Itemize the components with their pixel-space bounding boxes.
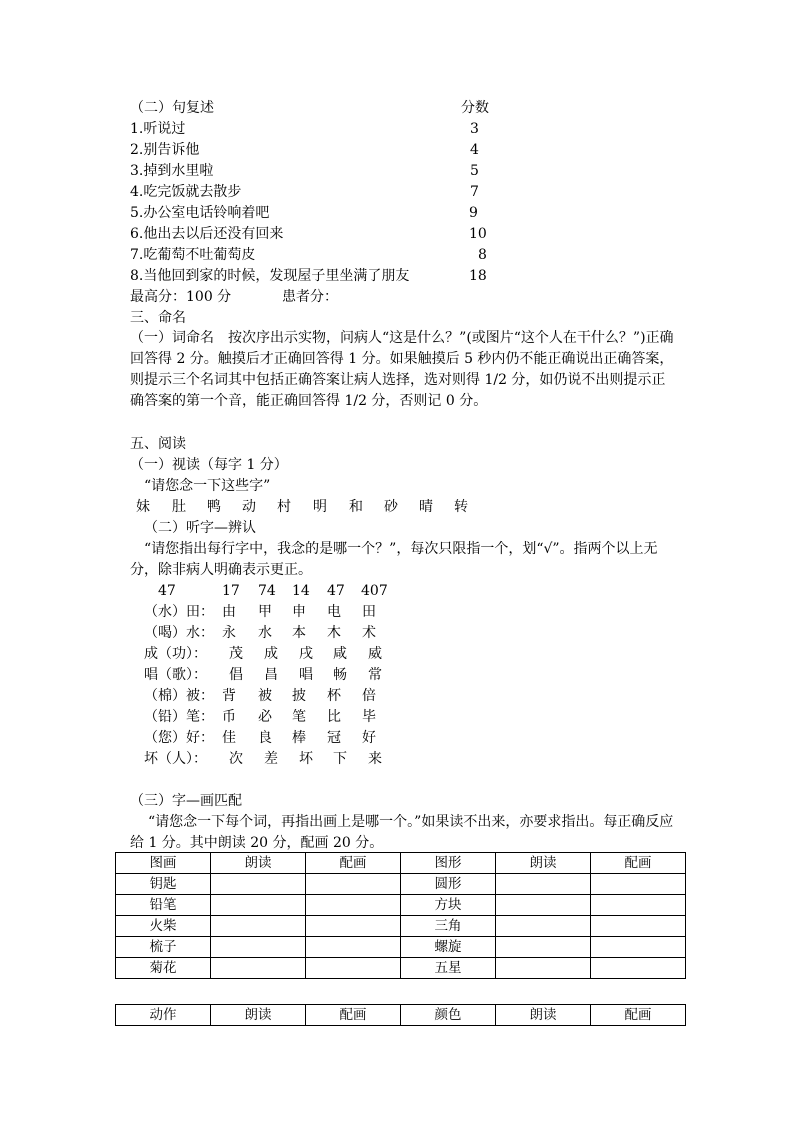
table-score-cell [211, 916, 306, 937]
listening-prompt: 成（功）： [144, 646, 207, 662]
stimulus-number: 17 [222, 583, 240, 599]
choice-char: 木 [327, 625, 341, 641]
listening-prompt: 唱（歌）： [144, 667, 207, 683]
table-header-cell: 动作 [116, 1005, 211, 1026]
stimulus-number: 74 [258, 583, 276, 599]
listening-heading: （二）听字—辨认 [144, 520, 256, 536]
stimulus-number: 407 [361, 583, 388, 599]
choice-char: 来 [368, 751, 382, 767]
choice-char: 永 [222, 625, 236, 641]
stimulus-number: 47 [327, 583, 345, 599]
table-header-cell: 配画 [306, 1005, 401, 1026]
repetition-sentence: 1.听说过 [130, 121, 186, 137]
table-item-cell: 圆形 [401, 874, 496, 895]
naming-paragraph: （一）词命名 按次序出示实物，问病人“这是什么？”(或图片“这个人在干什么？”)正确回答得 2 分。触摸后才正确回答得 1 分。如果触摸后 5 秒内仍不能正确说出正确答案，则提示三个名词其中包括正确答案让病人选择，选对则得 1/2 分，如仍说不出则提示正确答案的第一个音，能正确回答得 1/2 分，否则记 0 分。 [130, 330, 674, 409]
repetition-sentence: 6.他出去以后还没有回来 [130, 226, 284, 242]
choice-char: 必 [258, 709, 272, 725]
table-header-cell: 配画 [591, 853, 686, 874]
repetition-item [130, 140, 530, 160]
repetition-score: 10 [469, 226, 487, 242]
choice-char: 倡 [229, 667, 243, 683]
listening-row [130, 728, 430, 748]
patient-score: 患者分： [282, 289, 338, 305]
table-item-cell: 菊花 [116, 958, 211, 979]
choice-char: 咸 [333, 646, 347, 662]
listening-row [130, 749, 430, 769]
table-row [116, 916, 686, 937]
reading-heading: 五、阅读 [130, 436, 186, 452]
choice-char: 畅 [333, 667, 347, 683]
repetition-sentence: 4.吃完饭就去散步 [130, 184, 242, 200]
listening-prompt: 坏（人）： [144, 751, 207, 767]
listening-row [130, 602, 430, 622]
choice-char: 茂 [229, 646, 243, 662]
repetition-score: 3 [470, 121, 479, 137]
choice-char: 本 [292, 625, 306, 641]
listening-numbers [130, 581, 430, 601]
table-row [116, 874, 686, 895]
reading-char: 鸭 [207, 499, 221, 515]
repetition-item [130, 203, 530, 223]
choice-char: 良 [258, 730, 272, 746]
listening-row [130, 665, 430, 685]
repetition-sentence: 5.办公室电话铃响着吧 [130, 205, 270, 221]
table-row [116, 895, 686, 916]
visual-reading-chars [130, 497, 490, 517]
reading-char: 和 [349, 499, 363, 515]
choice-char: 成 [264, 646, 278, 662]
table-score-cell [496, 874, 591, 895]
choice-char: 比 [327, 709, 341, 725]
choice-char: 唱 [299, 667, 313, 683]
table-score-cell [496, 958, 591, 979]
choice-char: 甲 [258, 604, 272, 620]
choice-char: 背 [222, 688, 236, 704]
repetition-score: 9 [469, 205, 478, 221]
choice-char: 差 [264, 751, 278, 767]
table-header-cell: 配画 [591, 1005, 686, 1026]
matching-instruction: “请您念一下每个词，再指出画上是哪一个。”如果读不出来，亦要求指出。每正确反应给 1 分。其中朗读 20 分，配画 20 分。 [130, 814, 674, 851]
stimulus-number: 14 [292, 583, 310, 599]
table-item-cell: 方块 [401, 895, 496, 916]
max-score: 最高分：100 分 [130, 289, 232, 305]
choice-char: 申 [292, 604, 306, 620]
repetition-sentence: 8.当他回到家的时候，发现屋子里坐满了朋友 [130, 268, 410, 284]
choice-char: 披 [292, 688, 306, 704]
table-header-cell: 朗读 [211, 1005, 306, 1026]
choice-char: 昌 [264, 667, 278, 683]
table-score-cell [306, 958, 401, 979]
table-score-cell [306, 874, 401, 895]
listening-row [130, 707, 430, 727]
table-item-cell: 火柴 [116, 916, 211, 937]
table-item-cell: 铅笔 [116, 895, 211, 916]
table-score-cell [591, 916, 686, 937]
score-column-header: 分数 [461, 100, 489, 116]
listening-prompt: （您）好： [144, 730, 214, 746]
choice-char: 坏 [299, 751, 313, 767]
repetition-score: 5 [470, 163, 479, 179]
table-header-cell: 朗读 [496, 1005, 591, 1026]
matching-table-pictures-shapes [115, 852, 686, 979]
repetition-item [130, 245, 530, 265]
table-score-cell [496, 916, 591, 937]
table-header-cell: 朗读 [211, 853, 306, 874]
choice-char: 术 [362, 625, 376, 641]
table-header-row [116, 853, 686, 874]
table-score-cell [211, 937, 306, 958]
table-score-cell [496, 937, 591, 958]
naming-heading: 三、命名 [130, 310, 186, 326]
reading-char: 动 [242, 499, 256, 515]
choice-char: 电 [327, 604, 341, 620]
table-header-cell: 朗读 [496, 853, 591, 874]
reading-char: 明 [313, 499, 327, 515]
reading-char: 转 [454, 499, 468, 515]
table-score-cell [496, 895, 591, 916]
choice-char: 水 [258, 625, 272, 641]
choice-char: 币 [222, 709, 236, 725]
choice-char: 被 [258, 688, 272, 704]
table-score-cell [211, 874, 306, 895]
table-score-cell [591, 874, 686, 895]
table-header-cell: 配画 [306, 853, 401, 874]
repetition-item [130, 182, 530, 202]
table-score-cell [591, 937, 686, 958]
choice-char: 由 [222, 604, 236, 620]
listening-instruction: “请您指出每行字中，我念的是哪一个？”，每次只限指一个，划“√”。指两个以上无分，除非病人明确表示更正。 [130, 541, 658, 578]
table-item-cell: 螺旋 [401, 937, 496, 958]
table-score-cell [211, 958, 306, 979]
reading-char: 晴 [419, 499, 433, 515]
table-item-cell: 五星 [401, 958, 496, 979]
choice-char: 冠 [327, 730, 341, 746]
listening-prompt: （水）田： [144, 604, 214, 620]
table-item-cell: 钥匙 [116, 874, 211, 895]
listening-prompt: （铅）笔： [144, 709, 214, 725]
listening-row [130, 623, 430, 643]
choice-char: 常 [368, 667, 382, 683]
choice-char: 次 [229, 751, 243, 767]
choice-char: 戌 [299, 646, 313, 662]
listening-row [130, 644, 430, 664]
reading-char: 砂 [384, 499, 398, 515]
visual-reading-instruction: “请您念一下这些字” [144, 478, 271, 494]
listening-row [130, 686, 430, 706]
repetition-score: 4 [470, 142, 479, 158]
repetition-score: 8 [478, 247, 487, 263]
choice-char: 倍 [362, 688, 376, 704]
repetition-score: 18 [469, 268, 487, 284]
reading-char: 妹 [136, 499, 150, 515]
table-score-cell [306, 937, 401, 958]
repetition-score: 7 [470, 184, 479, 200]
repetition-item [130, 161, 530, 181]
matching-heading: （三）字—画匹配 [130, 793, 242, 809]
choice-char: 好 [362, 730, 376, 746]
table-score-cell [591, 958, 686, 979]
choice-char: 田 [362, 604, 376, 620]
table-header-row [116, 1005, 686, 1026]
repetition-item [130, 224, 530, 244]
table-row [116, 937, 686, 958]
table-item-cell: 三角 [401, 916, 496, 937]
table-item-cell: 梳子 [116, 937, 211, 958]
table-row [116, 958, 686, 979]
repetition-item [130, 119, 530, 139]
repetition-sentence: 3.掉到水里啦 [130, 163, 214, 179]
stimulus-number: 47 [158, 583, 176, 599]
repetition-sentence: 7.吃葡萄不吐葡萄皮 [130, 247, 256, 263]
table-score-cell [591, 895, 686, 916]
choice-char: 笔 [292, 709, 306, 725]
table-score-cell [306, 895, 401, 916]
listening-prompt: （棉）被： [144, 688, 214, 704]
table-header-cell: 图画 [116, 853, 211, 874]
reading-char: 村 [277, 499, 291, 515]
table-score-cell [211, 895, 306, 916]
choice-char: 杯 [327, 688, 341, 704]
listening-prompt: （喝）水： [144, 625, 214, 641]
repetition-item [130, 266, 530, 286]
matching-table-actions-colors [115, 1004, 686, 1026]
choice-char: 毕 [362, 709, 376, 725]
table-score-cell [306, 916, 401, 937]
table-header-cell: 图形 [401, 853, 496, 874]
choice-char: 棒 [292, 730, 306, 746]
choice-char: 佳 [222, 730, 236, 746]
table-header-cell: 颜色 [401, 1005, 496, 1026]
reading-char: 肚 [172, 499, 186, 515]
choice-char: 下 [333, 751, 347, 767]
visual-reading-heading: （一）视读（每字 1 分） [130, 457, 288, 473]
repetition-sentence: 2.别告诉他 [130, 142, 200, 158]
repetition-heading: （二）句复述 [130, 100, 214, 116]
choice-char: 威 [368, 646, 382, 662]
